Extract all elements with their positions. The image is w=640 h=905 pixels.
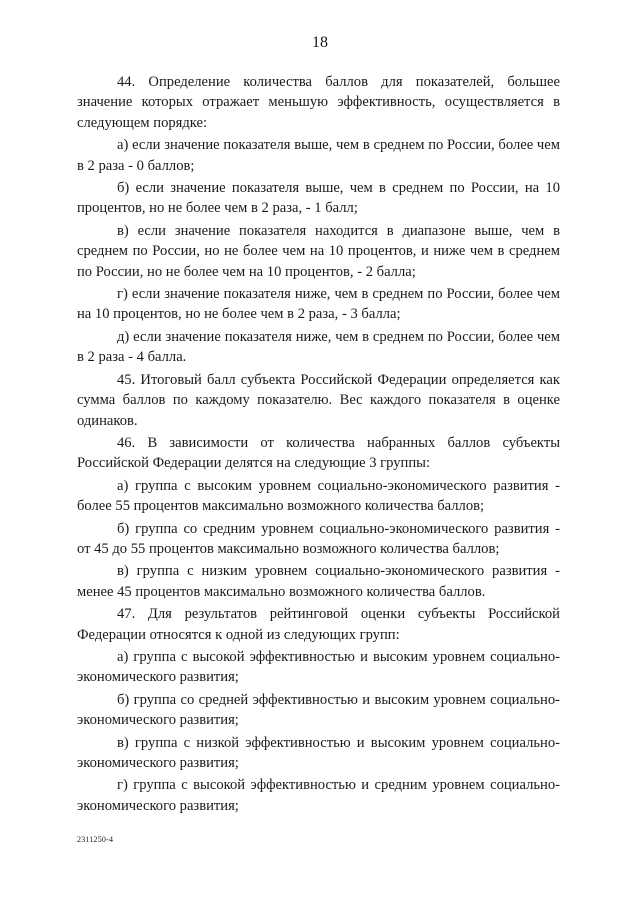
item-47a: а) группа с высокой эффективностью и высоким уровнем социально-экономического развития;: [77, 648, 560, 686]
item-44v: в) если значение показателя находится в диапазоне выше, чем в среднем по России, но не более чем на 10 процентов, и ниже чем в среднем по России, но не более чем на 10 процентов, - 2 балла;: [77, 222, 560, 280]
document-body: [77, 72, 560, 818]
item-44g: г) если значение показателя ниже, чем в среднем по России, более чем на 10 процентов, но не более чем в 2 раза, - 3 балла;: [77, 286, 560, 323]
paragraph-44: 44. Определение количества баллов для показателей, большее значение которых отражает меньшую эффективность, осуществляется в следующем порядке:: [77, 74, 560, 131]
paragraph-45: 45. Итоговый балл субъекта Российской Федерации определяется как сумма баллов по каждому показателю. Вес каждого показателя в оценке одинаков.: [77, 371, 560, 429]
item-44a: а) если значение показателя выше, чем в среднем по России, более чем в 2 раза - 0 баллов;: [77, 137, 560, 174]
item-47g: г) группа с высокой эффективностью и средним уровнем социально-экономического развития;: [77, 777, 560, 814]
page-number: 18: [312, 34, 328, 51]
item-44d: д) если значение показателя ниже, чем в среднем по России, более чем в 2 раза - 4 балла.: [77, 328, 560, 366]
item-46a: а) группа с высоким уровнем социально-экономического развития - более 55 процентов максимально возможного количества баллов;: [77, 477, 560, 515]
item-46v: в) группа с низким уровнем социально-экономического развития - менее 45 процентов максимально возможного количества баллов.: [77, 563, 560, 600]
item-47v: в) группа с низкой эффективностью и высоким уровнем социально-экономического развития;: [77, 734, 560, 771]
item-47b: б) группа со средней эффективностью и высоким уровнем социально-экономического развития;: [77, 691, 560, 729]
item-46b: б) группа со средним уровнем социально-экономического развития - от 45 до 55 процентов максимально возможного количества баллов;: [77, 520, 560, 557]
document-code: 2311250-4: [77, 835, 114, 844]
paragraph-47: 47. Для результатов рейтинговой оценки субъекты Российской Федерации относятся к одной из следующих групп:: [77, 606, 560, 643]
paragraph-46: 46. В зависимости от количества набранных баллов субъекты Российской Федерации делятся на следующие 3 группы:: [77, 434, 560, 472]
item-44b: б) если значение показателя выше, чем в среднем по России, на 10 процентов, но не более чем в 2 раза, - 1 балл;: [77, 180, 560, 217]
